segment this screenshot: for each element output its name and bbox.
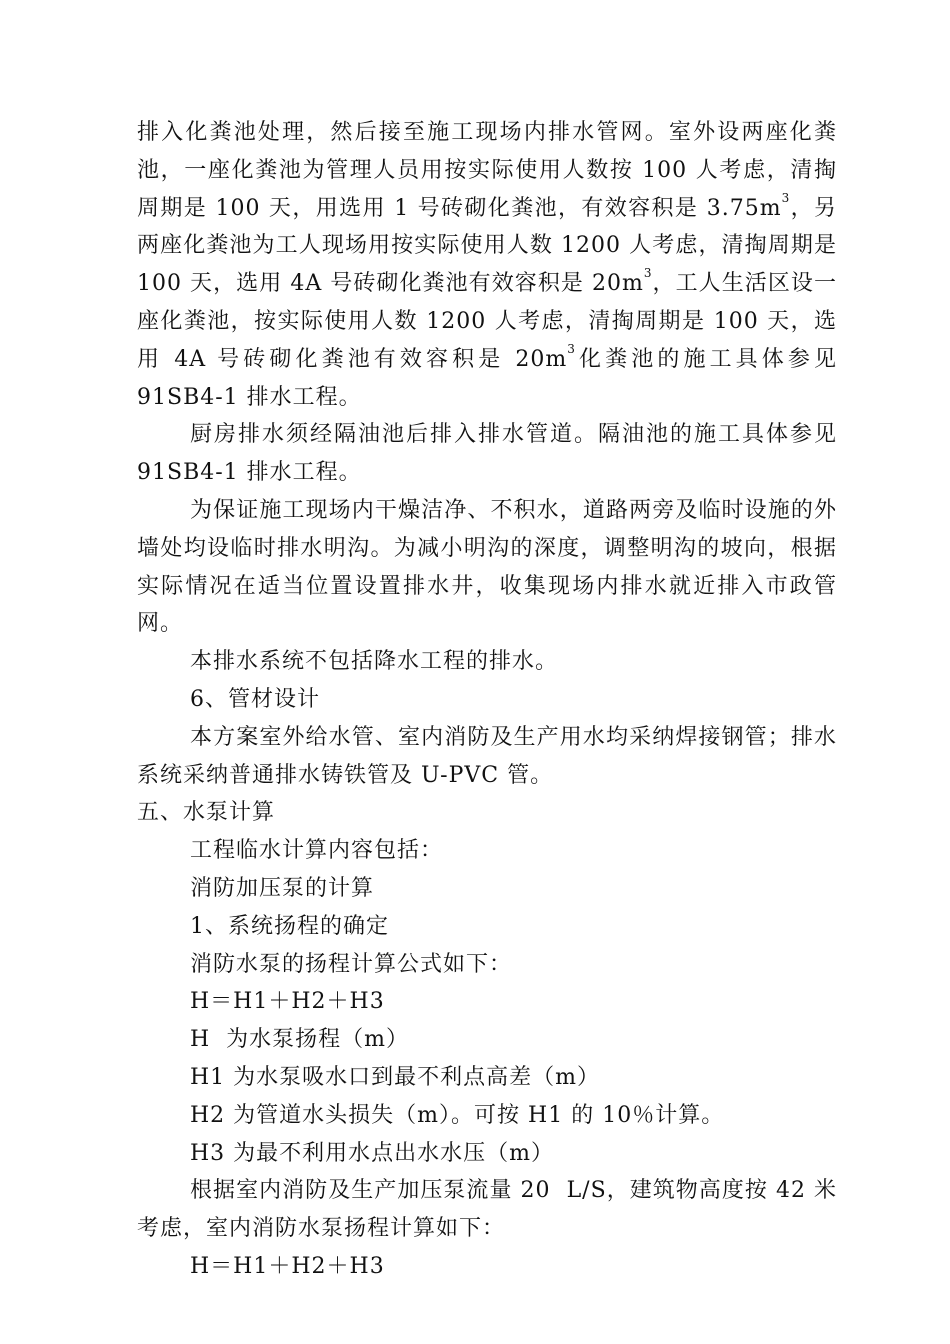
formula-head: H＝H1＋H2＋H3 [190, 989, 385, 1015]
text-run: ，另两座化粪池为工人现场用按实际使用人数 1200 人考虑，清掏周期是 100 天，选用 4A 号砖砌化粪池有效容积是 20m [137, 195, 845, 297]
paragraph-septic-tanks [137, 114, 845, 416]
paragraph-pump-flow: 根据室内消防及生产加压泵流量 20 L/S，建筑物高度按 42 米考虑，室内消防水泵扬程计算如下： [137, 1178, 837, 1242]
line-formula-intro: 消防水泵的扬程计算公式如下： [190, 951, 513, 977]
paragraph-kitchen-drainage: 厨房排水须经隔油池后排入排水管道。隔油池的施工具体参见 91SB4-1 排水工程。 [137, 422, 845, 486]
superscript: 3 [567, 341, 576, 356]
definition-h3: H3 为最不利用水点出水水压（m） [190, 1140, 555, 1166]
definition-h2: H2 为管道水头损失（m）。可按 H1 的 10％计算。 [190, 1102, 725, 1128]
heading-system-head: 1、系统扬程的确定 [190, 913, 389, 939]
section-heading-pump-calc: 五、水泵计算 [137, 800, 276, 826]
text-run: 排入化粪池处理，然后接至施工现场内排水管网。室外设两座化粪池，一座化粪池为管理人员用按实际使用人数按 100 人考虑，清掏周期是 100 天，用选用 1 号砖砌化粪池，有效容积是 3.75m [137, 120, 837, 221]
text-run: ，工人生活区设一座化粪池，按实际使用人数 1200 人考虑，清掏周期是 100 天，选用 4A 号砖砌化粪池有效容积是 20m [137, 271, 837, 372]
document-body [137, 114, 845, 1286]
line-calc-contents: 工程临水计算内容包括： [190, 838, 444, 864]
paragraph-pipe-materials: 本方案室外给水管、室内消防及生产用水均采纳焊接钢管；排水系统采纳普通排水铸铁管及 U-PVC 管。 [137, 724, 837, 788]
line-booster-pump: 消防加压泵的计算 [190, 875, 375, 901]
paragraph-drainage-ditch: 为保证施工现场内干燥洁净、不积水，道路两旁及临时设施的外墙处均设临时排水明沟。为减小明沟的深度，调整明沟的坡向，根据实际情况在适当位置设置排水井，收集现场内排水就近排入市政管网。 [137, 497, 837, 637]
superscript: 3 [643, 266, 653, 281]
paragraph-dewatering-note: 本排水系统不包括降水工程的排水。 [190, 649, 559, 675]
text-run: 化粪池的施工具体参见 91SB4-1 排水工程。 [137, 346, 845, 410]
heading-pipe-design: 6、管材设计 [190, 686, 320, 712]
definition-h: H 为水泵扬程（m） [190, 1027, 410, 1053]
definition-h1: H1 为水泵吸水口到最不利点高差（m） [190, 1064, 601, 1090]
formula-head-repeat: H＝H1＋H2＋H3 [190, 1253, 385, 1279]
superscript: 3 [781, 190, 791, 205]
